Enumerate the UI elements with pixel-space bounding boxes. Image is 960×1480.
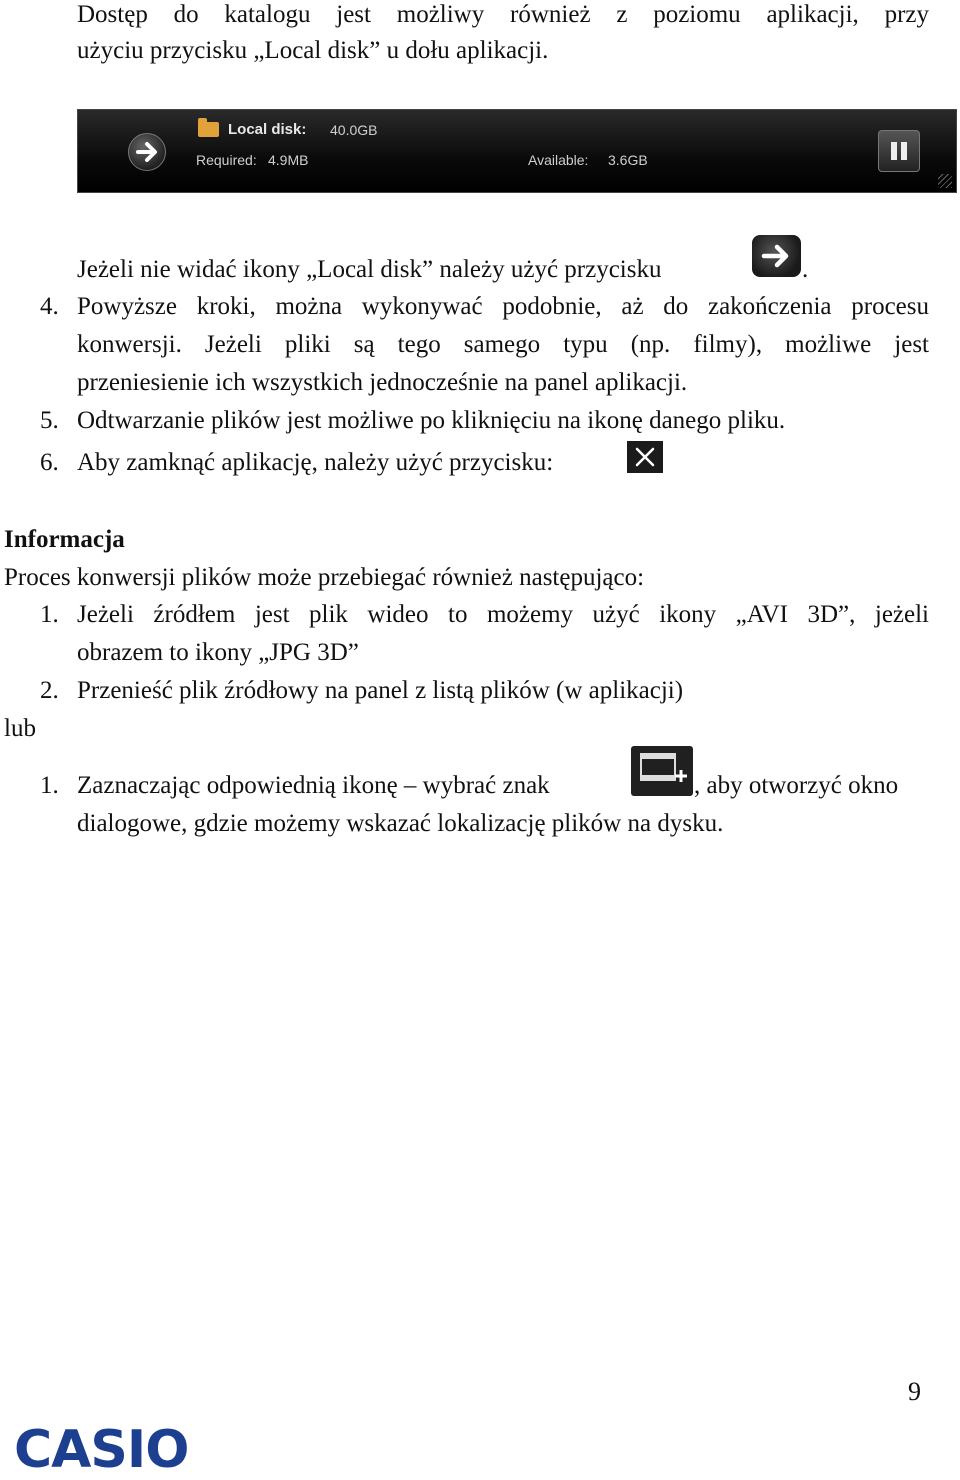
alt-item-line-2: dialogowe, gdzie możemy wskazać lokalizację plików na dysku. bbox=[77, 810, 724, 837]
required-value: 4.9MB bbox=[268, 152, 309, 168]
step-4-line-1: Powyższe kroki, można wykonywać podobnie, aż do zakończenia procesu bbox=[77, 293, 929, 320]
alt-item-before: Zaznaczając odpowiednią ikonę – wybrać znak bbox=[77, 772, 550, 799]
required-label: Required: bbox=[196, 152, 257, 168]
info-heading: Informacja bbox=[4, 526, 125, 553]
info-intro: Proces konwersji plików może przebiegać również następująco: bbox=[4, 564, 645, 591]
info-item-1-line-2: obrazem to ikony „JPG 3D” bbox=[77, 639, 359, 666]
step-5-line-1: Odtwarzanie plików jest możliwe po kliknięciu na ikonę danego pliku. bbox=[77, 407, 786, 434]
app-status-bar bbox=[77, 109, 957, 193]
step-number: 5. bbox=[40, 407, 59, 434]
resize-grip-icon[interactable] bbox=[938, 174, 952, 188]
step-number: 6. bbox=[40, 449, 59, 476]
arrow-right-icon[interactable] bbox=[128, 133, 166, 171]
alt-item-number: 1. bbox=[40, 772, 59, 799]
casio-logo: CASIO bbox=[14, 1420, 189, 1480]
local-disk-value: 40.0GB bbox=[330, 122, 378, 138]
info-item-1-line-1: Jeżeli źródłem jest plik wideo to możemy użyć ikony „AVI 3D”, jeżeli bbox=[77, 601, 929, 628]
available-value: 3.6GB bbox=[608, 152, 648, 168]
page-number: 9 bbox=[908, 1377, 921, 1406]
info-item-2-line-1: Przenieść plik źródłowy na panel z listą plików (w aplikacji) bbox=[77, 677, 684, 704]
intro-line-1: Dostęp do katalogu jest możliwy również z poziomu aplikacji, przy bbox=[77, 1, 929, 28]
close-icon bbox=[627, 441, 663, 473]
available-label: Available: bbox=[528, 152, 589, 168]
info-item-number: 2. bbox=[40, 677, 59, 704]
step-number: 4. bbox=[40, 293, 59, 320]
step-4-line-2: konwersji. Jeżeli pliki są tego samego typu (np. filmy), możliwe jest bbox=[77, 331, 929, 358]
step-4-line-3: przeniesienie ich wszystkich jednocześnie na panel aplikacji. bbox=[77, 369, 688, 396]
note-line-trail: . bbox=[802, 256, 809, 283]
or-word: lub bbox=[4, 715, 36, 742]
note-line: Jeżeli nie widać ikony „Local disk” należy użyć przycisku bbox=[77, 256, 662, 283]
arrow-right-icon bbox=[752, 235, 801, 277]
alt-item-after: , aby otworzyć okno bbox=[694, 772, 899, 799]
folder-icon bbox=[198, 122, 219, 137]
intro-line-2: użyciu przycisku „Local disk” u dołu aplikacji. bbox=[77, 37, 549, 64]
local-disk-label[interactable]: Local disk: bbox=[228, 121, 307, 138]
info-item-number: 1. bbox=[40, 601, 59, 628]
step-6-line-1: Aby zamknąć aplikację, należy użyć przycisku: bbox=[77, 449, 554, 476]
pause-icon[interactable] bbox=[878, 130, 920, 172]
add-files-icon bbox=[631, 746, 693, 796]
